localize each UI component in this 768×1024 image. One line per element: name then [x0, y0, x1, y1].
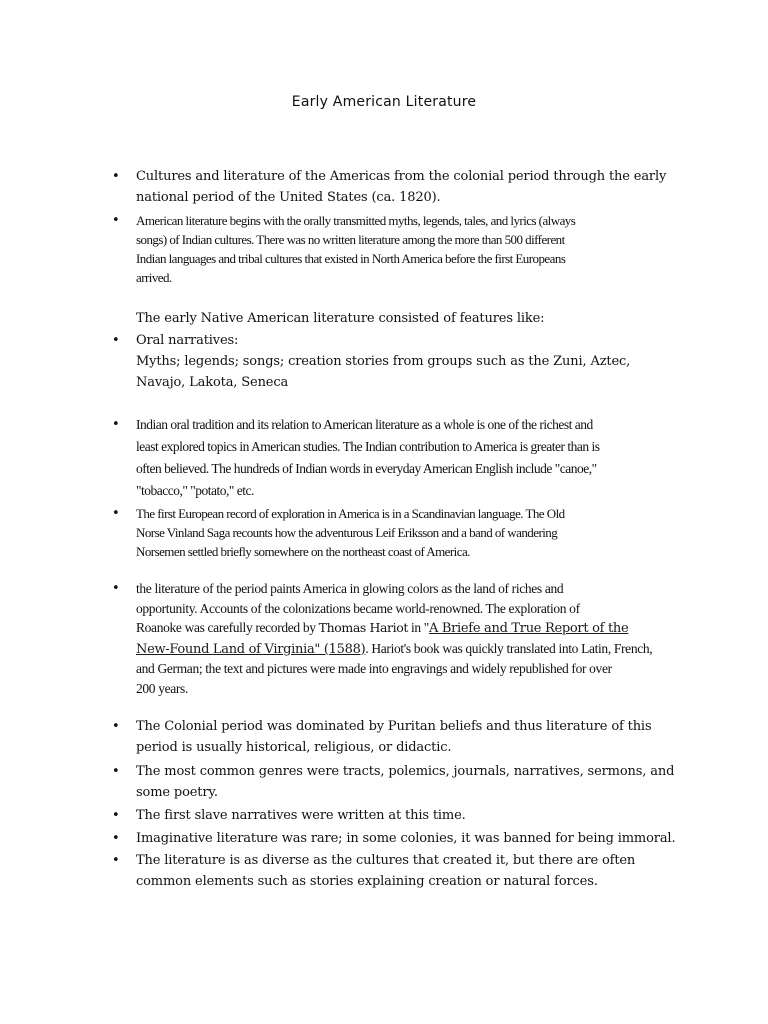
text-line: opportunity. Accounts of the colonizations became world-renowned. The exploration of — [136, 600, 580, 616]
text-line: • The literature is as diverse as the cultures that created it, but there are often — [136, 853, 636, 868]
text-line: • American literature begins with the orally transmitted myths, legends, tales, and lyrics (always — [136, 213, 576, 228]
text-fragment: Roanoke was carefully recorded by — [136, 620, 319, 635]
bullet-european-record — [136, 504, 676, 561]
text-line: arrived. — [136, 270, 172, 285]
text-line: and German; the text and pictures were made into engravings and widely republished for over — [136, 661, 612, 676]
text-fragment: . Hariot's book was quickly translated into Latin, French, — [365, 640, 653, 656]
bullet-period-literature — [136, 579, 676, 698]
text-line: some poetry. — [136, 785, 218, 800]
text-line: The early Native American literature consisted of features like: — [136, 311, 545, 326]
text-line: Myths; legends; songs; creation stories from groups such as the Zuni, Aztec, — [136, 354, 631, 369]
briefe-report-link[interactable]: A Briefe and True Report of the — [428, 621, 629, 636]
document-title: Early American Literature — [291, 94, 477, 110]
text-line: least explored topics in American studies. The Indian contribution to America is greater than is — [136, 439, 600, 454]
bullet-imaginative-literature — [136, 828, 676, 849]
text-line: Norsemen settled briefly somewhere on the northeast coast of America. — [136, 544, 470, 559]
text-line: • The most common genres were tracts, polemics, journals, narratives, sermons, and — [136, 764, 675, 779]
text-line: national period of the United States (ca. 1820). — [136, 190, 441, 205]
text-line: Norse Vinland Saga recounts how the adventurous Leif Eriksson and a band of wandering — [136, 525, 558, 540]
native-literature-intro — [136, 308, 676, 329]
text-line: • The Colonial period was dominated by Puritan beliefs and thus literature of this — [136, 719, 652, 734]
text-line: period is usually historical, religious, or didactic. — [136, 740, 452, 755]
text-line: songs) of Indian cultures. There was no written literature among the more than 500 different — [136, 232, 565, 247]
briefe-report-link-cont[interactable]: New-Found Land of Virginia" (1588) — [136, 641, 366, 657]
text-line: • Cultures and literature of the Americas from the colonial period through the early — [136, 169, 667, 184]
text-line-roanoke — [136, 618, 676, 639]
text-line: • Oral narratives: — [136, 333, 239, 348]
bullet-cultures-and-literature — [136, 166, 676, 208]
bullet-indian-oral-tradition — [136, 414, 676, 502]
text-line: often believed. The hundreds of Indian words in everyday American English include "canoe," — [136, 461, 597, 476]
text-line: 200 years. — [136, 680, 188, 696]
text-line: Indian languages and tribal cultures that existed in North America before the first Europeans — [136, 251, 566, 266]
text-line: • The first slave narratives were written at this time. — [136, 808, 466, 823]
text-line: Navajo, Lakota, Seneca — [136, 375, 289, 390]
text-line: • the literature of the period paints America in glowing colors as the land of riches and — [136, 581, 564, 596]
text-line-virginia — [136, 639, 676, 660]
text-line: • Imaginative literature was rare; in some colonies, it was banned for being immoral. — [136, 831, 676, 846]
text-line: • The first European record of exploration in America is in a Scandinavian language. The Old — [136, 506, 565, 521]
bullet-diverse-literature — [136, 850, 676, 892]
bullet-common-genres — [136, 761, 676, 803]
bullet-oral-myths — [136, 211, 676, 287]
text-fragment: in " — [407, 620, 429, 635]
text-line: "tobacco," "potato," etc. — [136, 483, 254, 498]
bullet-oral-narratives — [136, 330, 676, 393]
text-line: common elements such as stories explaining creation or natural forces. — [136, 874, 598, 889]
author-name: Thomas Hariot — [318, 620, 408, 635]
bullet-slave-narratives — [136, 805, 676, 826]
text-line: • Indian oral tradition and its relation to American literature as a whole is one of the richest and — [136, 417, 593, 432]
bullet-colonial-period — [136, 716, 676, 758]
